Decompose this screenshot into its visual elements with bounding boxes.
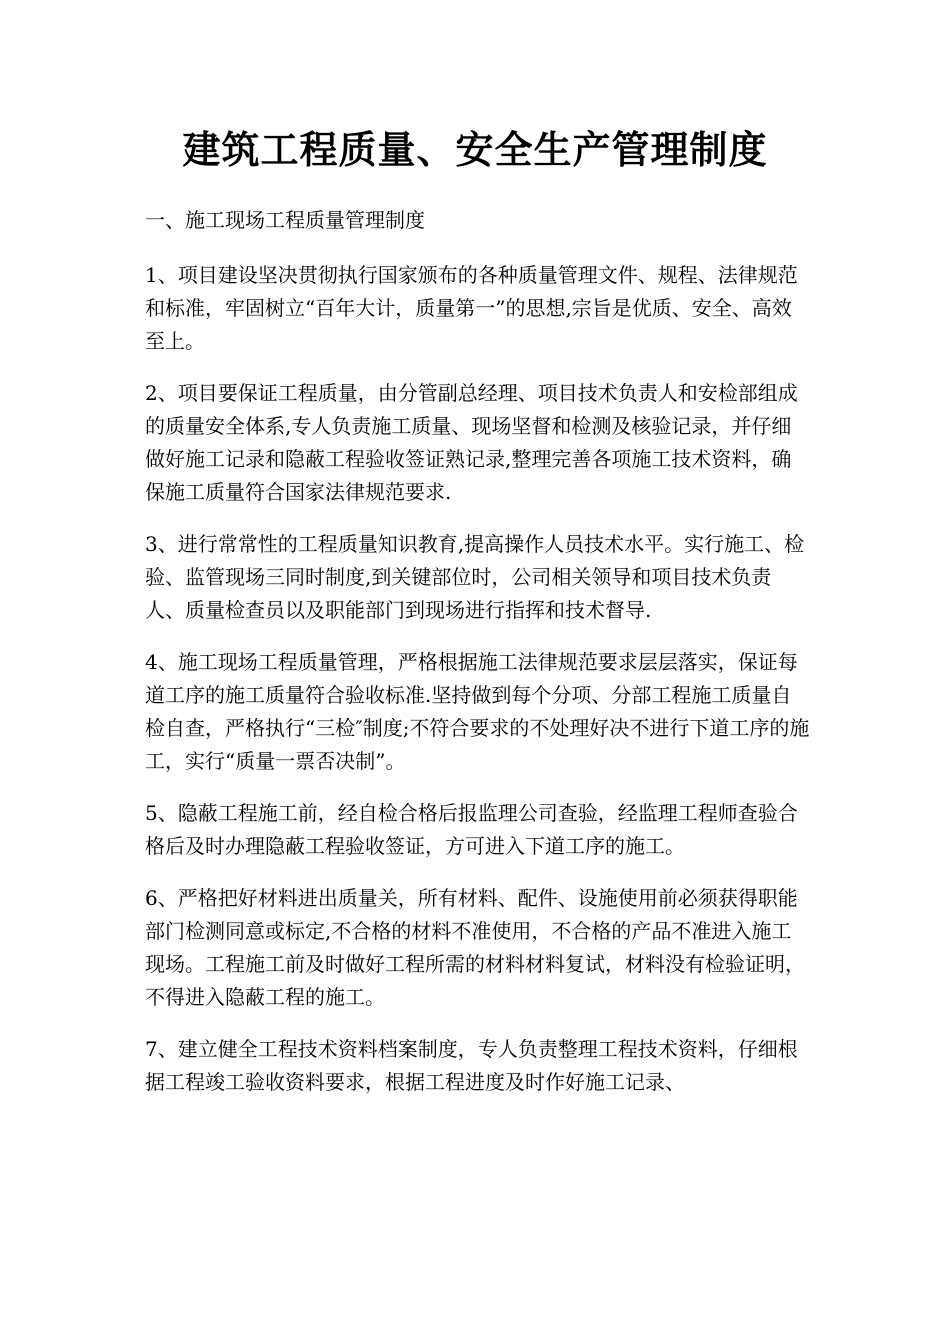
paragraph-3: 3、进行常常性的工程质量知识教育,提高操作人员技术水平。实行施工、检验、监管现场三同时制度,到关键部位时，公司相关领导和项目技术负责人、质量检查员以及职能部门到现场进行指挥和技术督导. — [145, 532, 805, 622]
paragraph-7: 7、建立健全工程技术资料档案制度，专人负责整理工程技术资料，仔细根据工程竣工验收资料要求，根据工程进度及时作好施工记录、 — [145, 1037, 798, 1094]
paragraph-2: 2、项目要保证工程质量，由分管副总经理、项目技术负责人和安检部组成的质量安全体系,专人负责施工质量、现场坚督和检测及核验记录，并仔细做好施工记录和隐蔽工程验收签证熟记录,整理完善各项施工技术资料，确保施工质量符合国家法律规范要求. — [145, 381, 798, 504]
paragraph-6: 6、严格把好材料进出质量关，所有材料、配件、设施使用前必须获得职能部门检测同意或标定,不合格的材料不准使用，不合格的产品不准进入施工现场。工程施工前及时做好工程所需的材料材料复试，材料没有检验证明，不得进入隐蔽工程的施工。 — [145, 886, 805, 1009]
paragraph-5: 5、隐蔽工程施工前，经自检合格后报监理公司查验，经监理工程师查验合格后及时办理隐蔽工程验收签证，方可进入下道工序的施工。 — [145, 801, 798, 858]
document-body — [145, 204, 810, 1118]
section-heading: 一、施工现场工程质量管理制度 — [145, 208, 425, 232]
document-title: 建筑工程质量、安全生产管理制度 — [182, 127, 768, 172]
paragraph-1: 1、项目建设坚决贯彻执行国家颁布的各种质量管理文件、规程、法律规范和标准，牢固树立“百年大计，质量第一”的思想,宗旨是优质、安全、高效至上。 — [145, 263, 798, 353]
paragraph-4: 4、施工现场工程质量管理，严格根据施工法律规范要求层层落实，保证每道工序的施工质量符合验收标准.坚持做到每个分项、分部工程施工质量自检自查，严格执行“三检″制度;不符合要求的不处理好决不进行下道工序的施工，实行“质量一票否决制”。 — [145, 650, 810, 773]
